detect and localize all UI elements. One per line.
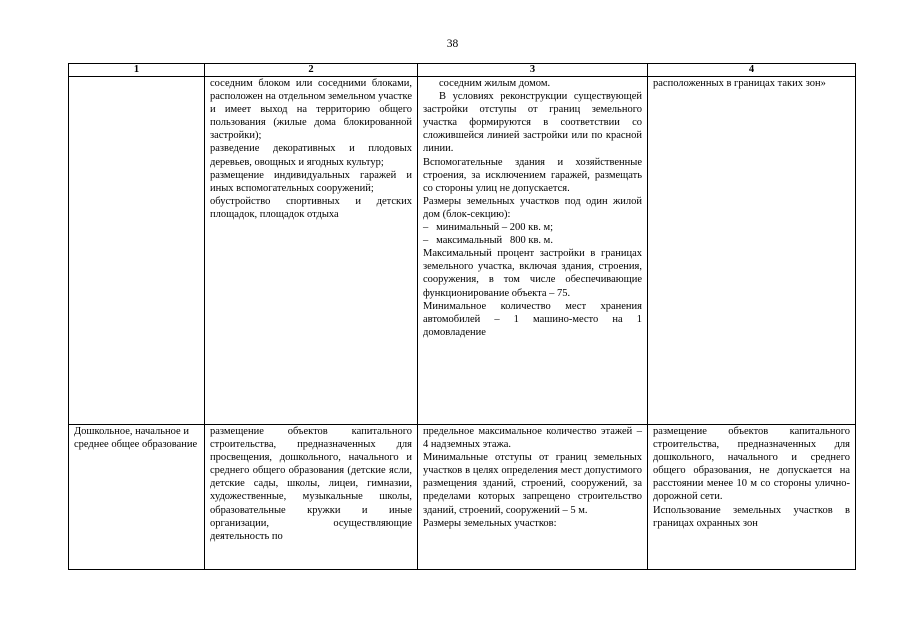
parameter-paragraph: соседним жилым домом. [439, 78, 551, 89]
column-number-3: 3 [418, 64, 648, 77]
parameter-list-item: – максимальный 800 кв. м. [423, 235, 553, 247]
parameter-paragraph: Размеры земельных участков под один жилой дом (блок-секцию): [423, 195, 642, 220]
restrictions-paragraph: размещение объектов капитального строительства, предназначенных для дошкольного, начального и среднего общего образования, не допускается на расстоянии менее 10 м со стороны улично-дорожной сети. [653, 426, 850, 503]
restrictions-cell [648, 425, 856, 570]
restrictions-text: расположенных в границах таких зон» [653, 78, 826, 89]
permitted-use-description-cell [205, 425, 418, 570]
parameter-paragraph: предельное максимальное количество этажей – 4 надземных этажа. [423, 426, 642, 451]
page-number: 38 [446, 38, 459, 50]
restrictions-cell [648, 77, 856, 425]
land-use-type-cell [69, 425, 205, 570]
parameter-paragraph: Вспомогательные здания и хозяйственные строения, за исключением гаражей, размещать со стороны улиц не допускается. [423, 156, 642, 194]
permitted-use-text: размещение объектов капитального строительства, предназначенных для просвещения, дошкольного, начального и среднего общего образования (детские ясли, детские сады, школы, лицеи, гимназии, художественные, музыкальные школы, образовательные кружки и иные организации, осуществляющие деятельность по [210, 426, 412, 542]
zoning-regulations-table [68, 63, 856, 570]
table-header-row [69, 64, 856, 77]
table-row [69, 77, 856, 425]
column-number-4: 4 [648, 64, 856, 77]
parameter-paragraph: В условиях реконструкции существующей застройки отступы от границ земельного участка формируются в соответствии со сложившейся линией застройки или по красной линии. [423, 91, 642, 155]
column-number-2: 2 [205, 64, 418, 77]
parameter-list-item: – минимальный – 200 кв. м; [423, 222, 554, 234]
restrictions-paragraph: Использование земельных участков в границах охранных зон [653, 504, 850, 529]
permitted-use-text: соседним блоком или соседними блоками, расположен на отдельном земельном участке и имеет выход на территорию общего пользования (жилые дома блокированной застройки); разведение декоративных и плодовых деревьев, овощных и ягодных культур; размещение индивидуальных гаражей и иных вспомогательных сооружений; обустройство спортивных и детских площадок, площадок отдыха [210, 78, 413, 220]
land-use-type-text: Дошкольное, начальное и среднее общее образование [74, 426, 198, 451]
parameter-paragraph: Минимальные отступы от границ земельных участков в целях определения мест допустимого размещения зданий, строений, сооружений, за пределами которых запрещено строительство зданий, строений, сооружений – 5 м. [423, 452, 642, 516]
parameters-cell [418, 425, 648, 570]
parameter-paragraph: Размеры земельных участков: [423, 517, 557, 529]
parameter-paragraph: Максимальный процент застройки в границах земельного участка, включая здания, строения, сооружения, в том числе обеспечивающие функционирование объекта – 75. [423, 248, 642, 299]
column-number-1: 1 [69, 64, 205, 77]
parameter-paragraph: Минимальное количество мест хранения автомобилей – 1 машино-место на 1 домовладение [423, 300, 642, 338]
land-use-type-cell [69, 77, 205, 425]
permitted-use-description-cell [205, 77, 418, 425]
table-row [69, 425, 856, 570]
parameters-cell [418, 77, 648, 425]
